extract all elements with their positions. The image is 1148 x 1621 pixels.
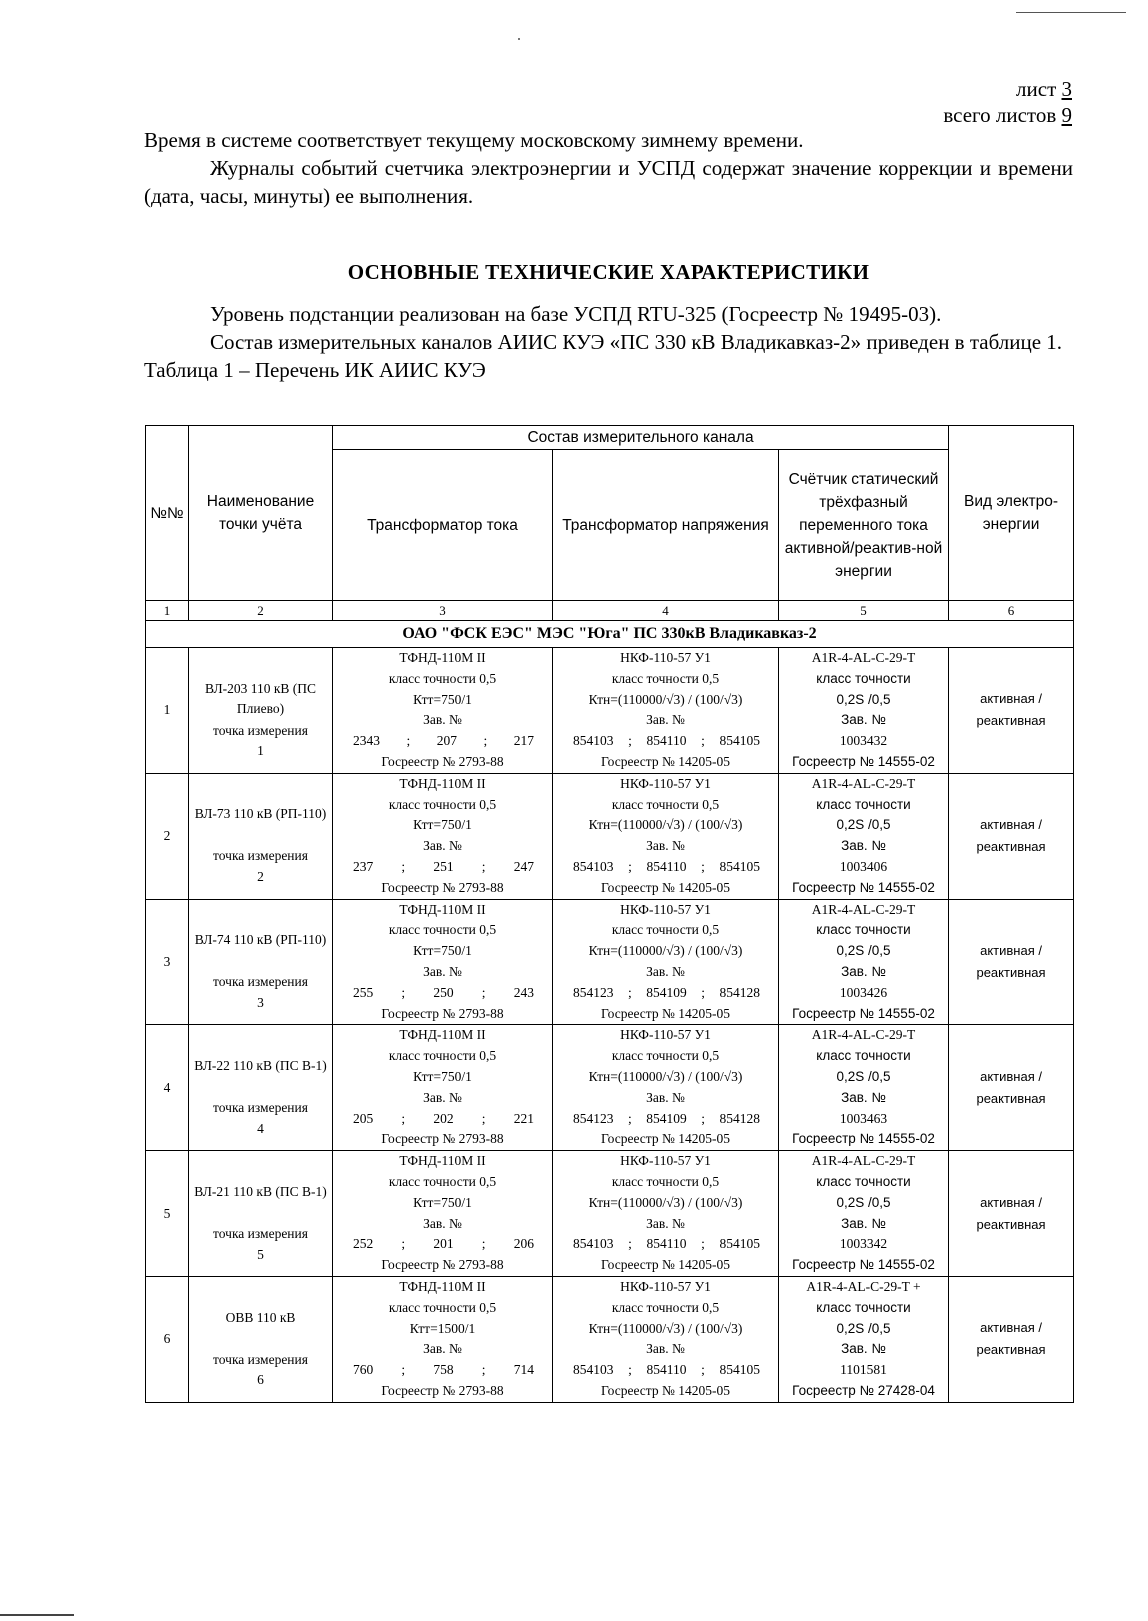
- tn-register: Госреестр № 14205-05: [601, 879, 730, 895]
- meter-class: класс точности: [816, 670, 911, 686]
- separator: ;: [481, 1236, 486, 1252]
- meter-model: A1R-4-AL-C-29-T: [811, 1153, 916, 1169]
- separator: ;: [481, 858, 486, 874]
- point-label: точка измерения: [213, 974, 308, 990]
- header-channel-group: Состав измерительного канала: [333, 426, 949, 450]
- meter-class: класс точности: [816, 796, 911, 812]
- point-name: ВЛ-203 110 кВ (ПС Плиево): [204, 680, 317, 717]
- col-number: 4: [553, 601, 779, 621]
- tn-serial: 854110: [646, 1362, 687, 1378]
- row-number: 5: [146, 1151, 189, 1277]
- tn-ratio: Ктн=(110000/√3) / (100/√3): [588, 943, 743, 959]
- header-num: №№: [146, 426, 189, 601]
- tn-serials: [553, 731, 778, 752]
- tn-serials: [553, 857, 778, 878]
- separator: ;: [401, 1362, 406, 1378]
- tn-serial: 854110: [646, 858, 687, 874]
- tn-serial: 854103: [573, 1236, 614, 1252]
- tn-serial: 854128: [719, 984, 760, 1000]
- meter-class-value: 0,2S /0,5: [836, 691, 891, 707]
- tn-class: класс точности 0,5: [611, 1048, 720, 1064]
- meter-register: Госреестр № 14555-02: [792, 753, 935, 769]
- paragraph-time: Время в системе соответствует текущему московскому зимнему времени.: [144, 128, 804, 152]
- tt-serial: 207: [436, 733, 457, 749]
- point-number: 1: [257, 743, 264, 759]
- tn-serial: 854105: [719, 1362, 760, 1378]
- separator: ;: [701, 733, 705, 749]
- current-transformer-cell: [333, 648, 553, 774]
- tn-class: класс точности 0,5: [611, 670, 720, 686]
- point-name: ВЛ-21 110 кВ (ПС В-1): [194, 1183, 327, 1199]
- col-number: 5: [779, 601, 949, 621]
- current-transformer-cell: [333, 1025, 553, 1151]
- tn-serial: 854105: [719, 1236, 760, 1252]
- tt-model: ТФНД-110М II: [399, 650, 486, 665]
- point-name-cell: [189, 773, 333, 899]
- tt-ratio: Ктт=750/1: [413, 817, 472, 833]
- tt-serial: 243: [513, 984, 534, 1000]
- voltage-transformer-cell: [553, 1276, 779, 1402]
- separator: ;: [628, 1236, 632, 1252]
- separator: ;: [701, 1236, 705, 1252]
- paragraph-journals: Журналы событий счетчика электроэнергии и УСПД содержат значение коррекции и времени (дата, часы, минуты) ее выполнения.: [144, 156, 1073, 208]
- point-name: ОВВ 110 кВ: [225, 1309, 296, 1325]
- tt-model: ТФНД-110М II: [399, 775, 486, 791]
- row-number: 4: [146, 1025, 189, 1151]
- voltage-transformer-cell: [553, 1025, 779, 1151]
- current-transformer-cell: [333, 1276, 553, 1402]
- tn-ratio: Ктн=(110000/√3) / (100/√3): [588, 1320, 743, 1336]
- point-name-cell: [189, 899, 333, 1025]
- col-number: 6: [949, 601, 1074, 621]
- current-transformer-cell: [333, 1151, 553, 1277]
- header-voltage-transformer: Трансформатор напряжения: [553, 450, 779, 601]
- tt-serial: 2343: [353, 733, 380, 749]
- tt-serials: [333, 731, 552, 752]
- tn-model: НКФ-110-57 У1: [620, 901, 711, 917]
- meter-cell: [779, 899, 949, 1025]
- tt-serial: 252: [353, 1236, 374, 1252]
- tt-serials: [333, 1109, 552, 1130]
- tn-serial: 854109: [646, 984, 687, 1000]
- tt-serial: 217: [513, 733, 534, 749]
- row-number: 1: [146, 648, 189, 774]
- tt-serial: 206: [513, 1236, 534, 1252]
- meter-serial: 1003406: [839, 858, 888, 874]
- meter-serial: 1003432: [839, 733, 888, 749]
- point-number: 2: [257, 869, 264, 885]
- meter-serial-label: Зав. №: [841, 838, 886, 854]
- point-label: точка измерения: [213, 1225, 308, 1241]
- point-name-cell: [189, 1151, 333, 1277]
- energy-kind: активная / реактивная: [949, 1025, 1074, 1151]
- tn-serial: 854110: [646, 733, 687, 749]
- tt-serial: 758: [433, 1362, 454, 1378]
- tt-serials: [333, 857, 552, 878]
- table-row: [146, 1025, 1074, 1151]
- header-row-top: [146, 426, 1074, 450]
- tn-register: Госреестр № 14205-05: [601, 753, 730, 769]
- tn-serial: 854110: [646, 1236, 687, 1252]
- separator: ;: [483, 733, 488, 749]
- tn-serial-label: Зав. №: [646, 838, 685, 854]
- tn-model: НКФ-110-57 У1: [620, 1153, 711, 1169]
- point-label: точка измерения: [213, 1351, 308, 1367]
- separator: ;: [401, 1236, 406, 1252]
- tn-class: класс точности 0,5: [611, 922, 720, 938]
- current-transformer-cell: [333, 899, 553, 1025]
- tt-serial-label: Зав. №: [423, 1341, 462, 1357]
- separator: ;: [628, 1362, 632, 1378]
- tn-serial: 854103: [573, 1362, 614, 1378]
- row-number: 2: [146, 773, 189, 899]
- energy-kind: активная / реактивная: [949, 773, 1074, 899]
- tn-serial-label: Зав. №: [646, 1341, 685, 1357]
- table-row: [146, 1151, 1074, 1277]
- header-kind: Вид электро-энергии: [949, 426, 1074, 601]
- separator: ;: [627, 984, 632, 1000]
- voltage-transformer-cell: [553, 648, 779, 774]
- tn-class: класс точности 0,5: [611, 1299, 720, 1315]
- tt-serial: 760: [353, 1362, 374, 1378]
- tn-serial: 854105: [719, 733, 760, 749]
- separator: ;: [627, 1110, 632, 1126]
- tt-serial: 251: [433, 858, 454, 874]
- tt-ratio: Ктт=750/1: [413, 943, 472, 959]
- sheet-number: лист 3: [1016, 77, 1072, 101]
- tn-serials: [553, 1234, 778, 1255]
- energy-kind: активная / реактивная: [949, 1151, 1074, 1277]
- tt-class: класс точности 0,5: [388, 670, 497, 686]
- tt-serial: 250: [433, 984, 454, 1000]
- meter-serial-label: Зав. №: [841, 1089, 886, 1105]
- point-number: 6: [257, 1372, 264, 1388]
- organization-row: [146, 621, 1074, 648]
- meter-cell: [779, 648, 949, 774]
- meter-serial-label: Зав. №: [841, 1341, 886, 1357]
- tt-serials: [333, 1360, 552, 1381]
- meter-cell: [779, 773, 949, 899]
- top-rule: [1016, 12, 1126, 13]
- meter-class-value: 0,2S /0,5: [836, 1068, 891, 1084]
- tt-register: Госреестр № 2793-88: [381, 1005, 504, 1021]
- voltage-transformer-cell: [553, 773, 779, 899]
- point-name: ВЛ-74 110 кВ (РП-110): [194, 932, 327, 948]
- meter-class-value: 0,2S /0,5: [836, 943, 891, 959]
- channels-table: [145, 425, 1074, 1403]
- tn-model: НКФ-110-57 У1: [620, 1278, 711, 1294]
- meter-serial: 1003463: [839, 1110, 888, 1126]
- tn-model: НКФ-110-57 У1: [620, 775, 711, 791]
- tt-serial: 714: [513, 1362, 534, 1378]
- tn-ratio: Ктн=(110000/√3) / (100/√3): [588, 1068, 743, 1084]
- paragraph-substation: Уровень подстанции реализован на базе УСПД RTU-325 (Госреестр № 19495-03).: [210, 302, 942, 326]
- total-sheets: всего листов 9: [943, 103, 1072, 127]
- column-numbers-row: [146, 601, 1074, 621]
- col-number: 2: [189, 601, 333, 621]
- tn-serial: 854123: [573, 1110, 614, 1126]
- tn-ratio: Ктн=(110000/√3) / (100/√3): [588, 1194, 743, 1210]
- tn-model: НКФ-110-57 У1: [620, 650, 711, 665]
- tt-serial: 205: [353, 1110, 374, 1126]
- tn-serials: [553, 1109, 778, 1130]
- meter-model: A1R-4-AL-C-29-T: [811, 650, 916, 665]
- separator: ;: [701, 1110, 705, 1126]
- tt-register: Госреестр № 2793-88: [381, 879, 504, 895]
- separator: ;: [628, 733, 632, 749]
- tn-ratio: Ктн=(110000/√3) / (100/√3): [588, 817, 743, 833]
- meter-serial-label: Зав. №: [841, 712, 886, 728]
- meter-register: Госреестр № 14555-02: [792, 1257, 935, 1273]
- channels-table-body: [146, 426, 1074, 1403]
- tt-class: класс точности 0,5: [388, 1299, 497, 1315]
- meter-class-value: 0,2S /0,5: [836, 817, 891, 833]
- tt-ratio: Ктт=750/1: [413, 1194, 472, 1210]
- meter-model: A1R-4-AL-C-29-T: [811, 775, 916, 791]
- meter-register: Госреестр № 14555-02: [792, 1131, 935, 1147]
- meter-cell: [779, 1151, 949, 1277]
- meter-class: класс точности: [816, 1173, 911, 1189]
- tt-ratio: Ктт=1500/1: [409, 1320, 476, 1336]
- tn-serial-label: Зав. №: [646, 712, 685, 728]
- tn-serial-label: Зав. №: [646, 1089, 685, 1105]
- paragraph-channels: Состав измерительных каналов АИИС КУЭ «ПС 330 кВ Владикавказ-2» приведен в таблице 1.: [210, 330, 1063, 354]
- row-number: 3: [146, 899, 189, 1025]
- table-row: [146, 648, 1074, 774]
- separator: ;: [481, 984, 486, 1000]
- voltage-transformer-cell: [553, 1151, 779, 1277]
- separator: ;: [701, 984, 705, 1000]
- tt-serial-label: Зав. №: [423, 1089, 462, 1105]
- energy-kind: активная / реактивная: [949, 899, 1074, 1025]
- tt-register: Госреестр № 2793-88: [381, 1382, 504, 1398]
- tt-class: класс точности 0,5: [388, 1173, 497, 1189]
- point-label: точка измерения: [213, 722, 308, 738]
- tt-register: Госреестр № 2793-88: [381, 753, 504, 769]
- point-number: 3: [257, 994, 264, 1010]
- tn-class: класс точности 0,5: [611, 1173, 720, 1189]
- tn-serials: [553, 983, 778, 1004]
- tt-serial: 202: [433, 1110, 454, 1126]
- tn-serial: 854105: [719, 858, 760, 874]
- tn-serials: [553, 1360, 778, 1381]
- tn-serial-label: Зав. №: [646, 1215, 685, 1231]
- point-number: 5: [257, 1246, 264, 1262]
- tt-serials: [333, 983, 552, 1004]
- tt-serial-label: Зав. №: [423, 838, 462, 854]
- tn-register: Госреестр № 14205-05: [601, 1131, 730, 1147]
- tn-register: Госреестр № 14205-05: [601, 1257, 730, 1273]
- table-caption: Таблица 1 – Перечень ИК АИИС КУЭ: [144, 358, 486, 382]
- sheet-info: [943, 76, 1072, 128]
- tn-class: класс точности 0,5: [611, 796, 720, 812]
- meter-class-value: 0,2S /0,5: [836, 1320, 891, 1336]
- tn-register: Госреестр № 14205-05: [601, 1005, 730, 1021]
- separator: ;: [401, 984, 406, 1000]
- tt-model: ТФНД-110М II: [399, 1278, 486, 1294]
- meter-cell: [779, 1276, 949, 1402]
- organization-name: ОАО "ФСК ЕЭС" МЭС "Юга" ПС 330кВ Владикавказ-2: [146, 621, 1074, 648]
- point-name-cell: [189, 648, 333, 774]
- tt-serial: 201: [433, 1236, 454, 1252]
- meter-class: класс точности: [816, 922, 911, 938]
- tt-model: ТФНД-110М II: [399, 1027, 486, 1043]
- tt-serial-label: Зав. №: [423, 963, 462, 979]
- meter-model: A1R-4-AL-C-29-T: [811, 1027, 916, 1043]
- separator: ;: [401, 1110, 406, 1126]
- meter-serial-label: Зав. №: [841, 1215, 886, 1231]
- bottom-rule: [0, 1614, 74, 1616]
- scan-speck: [518, 38, 520, 40]
- header-meter: Счётчик статический трёхфазный переменного тока активной/реактив-ной энергии: [779, 450, 949, 601]
- meter-cell: [779, 1025, 949, 1151]
- point-name: ВЛ-73 110 кВ (РП-110): [194, 806, 327, 822]
- header-name: Наименование точки учёта: [189, 426, 333, 601]
- tt-model: ТФНД-110М II: [399, 1153, 486, 1169]
- tt-class: класс точности 0,5: [388, 796, 497, 812]
- separator: ;: [628, 858, 632, 874]
- point-label: точка измерения: [213, 1099, 308, 1115]
- tt-serial-label: Зав. №: [423, 712, 462, 728]
- col-number: 1: [146, 601, 189, 621]
- tn-serial: 854128: [719, 1110, 760, 1126]
- document-body: [144, 126, 1073, 384]
- tt-serial-label: Зав. №: [423, 1215, 462, 1231]
- tn-serial: 854123: [573, 984, 614, 1000]
- tt-serials: [333, 1234, 552, 1255]
- table-row: [146, 1276, 1074, 1402]
- tn-ratio: Ктн=(110000/√3) / (100/√3): [588, 691, 743, 707]
- tn-model: НКФ-110-57 У1: [620, 1027, 711, 1043]
- tt-serial: 247: [513, 858, 534, 874]
- meter-register: Госреестр № 27428-04: [792, 1382, 935, 1398]
- point-name-cell: [189, 1025, 333, 1151]
- tt-serial: 237: [353, 858, 374, 874]
- separator: ;: [481, 1362, 486, 1378]
- current-transformer-cell: [333, 773, 553, 899]
- meter-class-value: 0,2S /0,5: [836, 1194, 891, 1210]
- table-row: [146, 773, 1074, 899]
- tn-serial: 854109: [646, 1110, 687, 1126]
- meter-serial: 1003426: [839, 984, 888, 1000]
- tt-class: класс точности 0,5: [388, 1048, 497, 1064]
- meter-register: Госреестр № 14555-02: [792, 879, 935, 895]
- tn-register: Госреестр № 14205-05: [601, 1382, 730, 1398]
- separator: ;: [701, 1362, 705, 1378]
- meter-model: A1R-4-AL-C-29-T +: [806, 1278, 921, 1294]
- separator: ;: [401, 858, 406, 874]
- header-current-transformer: Трансформатор тока: [333, 450, 553, 601]
- tt-ratio: Ктт=750/1: [413, 1068, 472, 1084]
- meter-serial: 1003342: [839, 1236, 888, 1252]
- separator: ;: [481, 1110, 486, 1126]
- meter-register: Госреестр № 14555-02: [792, 1005, 935, 1021]
- voltage-transformer-cell: [553, 899, 779, 1025]
- meter-model: A1R-4-AL-C-29-T: [811, 901, 916, 917]
- tt-register: Госреестр № 2793-88: [381, 1257, 504, 1273]
- section-heading: ОСНОВНЫЕ ТЕХНИЧЕСКИЕ ХАРАКТЕРИСТИКИ: [347, 260, 870, 284]
- tt-register: Госреестр № 2793-88: [381, 1131, 504, 1147]
- point-name-cell: [189, 1276, 333, 1402]
- meter-class: класс точности: [816, 1299, 911, 1315]
- point-number: 4: [257, 1120, 264, 1136]
- energy-kind: активная / реактивная: [949, 648, 1074, 774]
- tt-model: ТФНД-110М II: [399, 901, 486, 917]
- tt-class: класс точности 0,5: [388, 922, 497, 938]
- separator: ;: [406, 733, 411, 749]
- point-label: точка измерения: [213, 848, 308, 864]
- tn-serial-label: Зав. №: [646, 963, 685, 979]
- point-name: ВЛ-22 110 кВ (ПС В-1): [194, 1057, 327, 1073]
- row-number: 6: [146, 1276, 189, 1402]
- meter-serial: 1101581: [840, 1362, 887, 1378]
- tn-serial: 854103: [573, 858, 614, 874]
- energy-kind: активная / реактивная: [949, 1276, 1074, 1402]
- separator: ;: [701, 858, 705, 874]
- meter-class: класс точности: [816, 1048, 911, 1064]
- tn-serial: 854103: [573, 733, 614, 749]
- meter-serial-label: Зав. №: [841, 963, 886, 979]
- tt-serial: 255: [353, 984, 374, 1000]
- table-row: [146, 899, 1074, 1025]
- col-number: 3: [333, 601, 553, 621]
- tt-ratio: Ктт=750/1: [413, 691, 472, 707]
- tt-serial: 221: [513, 1110, 534, 1126]
